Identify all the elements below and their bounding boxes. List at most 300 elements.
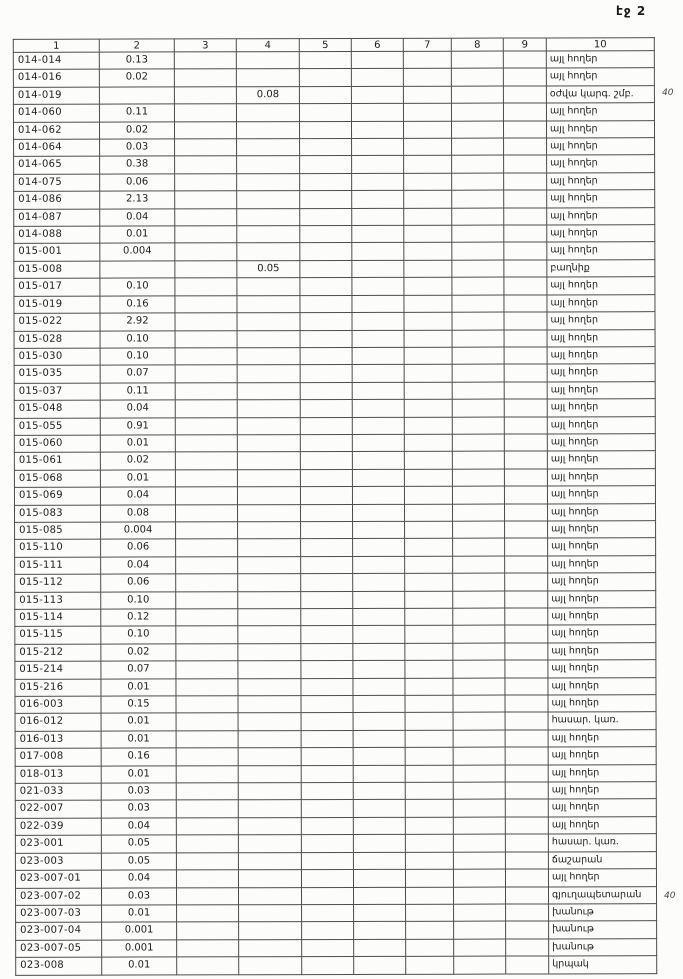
land-use-cell: այլ հողեր [546,51,654,69]
value-cell: 0.04 [101,870,176,888]
table-row [14,399,655,418]
value-cell [405,660,453,678]
value-cell [452,243,504,261]
parcel-code-cell: 014-060 [13,104,99,122]
value-cell [237,226,300,244]
value-cell [351,51,403,69]
table-row [15,747,656,766]
table-row [15,712,656,731]
land-use-cell: այլ հողեր [547,503,655,521]
value-cell [405,573,453,591]
table-row [15,573,656,592]
value-cell [237,487,300,505]
value-cell [504,364,547,382]
value-cell [404,434,452,452]
value-cell [175,330,237,348]
value-cell [238,539,301,557]
value-cell [299,104,351,122]
value-cell [505,869,548,887]
value-cell [452,295,504,313]
value-cell [352,504,404,522]
table-row [15,590,656,609]
parcel-code-cell: 015-114 [15,609,101,627]
value-cell [403,69,451,87]
land-use-cell: այլ հողեր [548,730,656,748]
parcel-code-cell: 015-112 [15,574,101,592]
value-cell [405,521,453,539]
value-cell [352,191,404,209]
value-cell [175,261,237,279]
value-cell [452,260,504,278]
value-cell [176,818,238,836]
value-cell: 0.08 [100,504,175,522]
parcel-code-cell: 014-075 [14,174,100,192]
value-cell [453,678,505,696]
value-cell [454,939,506,957]
value-cell [301,765,353,783]
column-header: 2 [99,39,174,52]
value-cell [453,834,505,852]
value-cell [237,382,300,400]
parcel-code-cell: 023-003 [15,853,101,871]
parcel-code-cell: 015-115 [15,627,101,645]
value-cell [405,852,453,870]
value-cell [453,643,505,661]
value-cell [405,556,453,574]
value-cell [300,191,352,209]
land-use-cell: այլ հողեր [547,242,655,260]
value-cell [301,574,353,592]
parcel-code-cell: 015-216 [15,679,101,697]
value-cell [353,574,405,592]
parcel-code-cell: 015-019 [14,296,100,314]
table-row [13,51,654,70]
value-cell [353,713,405,731]
value-cell [453,556,505,574]
value-cell [405,747,453,765]
value-cell [237,278,300,296]
value-cell [352,260,404,278]
value-cell: 0.13 [99,52,174,70]
parcel-code-cell: 014-062 [13,122,99,140]
value-cell [504,416,547,434]
parcel-code-cell: 014-016 [13,70,99,88]
parcel-code-cell: 015-113 [15,592,101,610]
value-cell [353,608,405,626]
parcel-code-cell: 015-001 [14,244,100,262]
value-cell [453,538,505,556]
table-row [15,851,656,870]
value-cell [301,887,353,905]
value-cell [405,730,453,748]
value-cell: 0.03 [101,887,176,905]
value-cell [453,817,505,835]
value-cell [238,730,301,748]
table-row [14,503,655,522]
land-use-cell: այլ հողեր [548,625,656,643]
margin-note: 40 [664,891,676,901]
page-number-label: էջ 2 [616,4,647,18]
land-use-cell: այլ հողեր [547,468,655,486]
land-use-cell: հասար. կառ. [548,712,656,730]
value-cell [301,870,353,888]
value-cell [175,139,237,157]
value-cell [504,190,547,208]
value-cell [403,86,451,104]
value-cell [404,208,452,226]
table-row [14,242,655,261]
value-cell [353,539,405,557]
column-header: 5 [299,38,351,51]
value-cell [404,295,452,313]
land-use-cell: գյուղապետարան [548,886,656,904]
value-cell [301,643,353,661]
value-cell [404,452,452,470]
parcel-code-cell: 015-060 [14,435,100,453]
value-cell: 0.05 [237,260,300,278]
value-cell [176,661,238,679]
value-cell [301,800,353,818]
value-cell [175,417,237,435]
value-cell [406,956,454,974]
value-cell [505,747,548,765]
value-cell [505,625,548,643]
value-cell [301,661,353,679]
value-cell [177,957,239,975]
value-cell [237,435,300,453]
value-cell [404,277,452,295]
value-cell: 0.10 [101,626,176,644]
value-cell [405,817,453,835]
value-cell [452,225,504,243]
value-cell [404,173,452,191]
value-cell [505,765,548,783]
value-cell [352,399,404,417]
land-use-cell: այլ հողեր [547,294,655,312]
value-cell [177,939,239,957]
value-cell [238,626,301,644]
value-cell [454,956,506,974]
value-cell [301,713,353,731]
value-cell [505,695,548,713]
value-cell [452,469,504,487]
value-cell: 0.04 [100,400,175,418]
table-row [15,555,656,574]
value-cell [452,382,504,400]
parcel-code-cell: 018-013 [15,766,101,784]
value-cell: 0.08 [236,86,299,104]
value-cell [300,260,352,278]
value-cell [300,400,352,418]
value-cell [237,330,300,348]
value-cell: 0.02 [99,122,174,140]
value-cell [301,730,353,748]
column-header: 6 [351,38,403,51]
value-cell [352,434,404,452]
table-row [16,904,657,923]
value-cell [404,156,452,174]
value-cell [238,609,301,627]
value-cell [176,626,238,644]
value-cell [453,712,505,730]
value-cell [236,104,299,122]
value-cell [451,103,503,121]
value-cell: 0.03 [100,139,175,157]
value-cell [175,400,237,418]
value-cell [174,87,236,105]
value-cell [238,817,301,835]
value-cell [451,51,503,69]
value-cell [353,695,405,713]
value-cell [175,191,237,209]
parcel-code-cell: 015-061 [14,452,100,470]
value-cell [238,713,301,731]
value-cell [404,504,452,522]
parcel-code-cell: 023-008 [16,957,102,975]
value-cell [504,486,547,504]
value-cell [300,226,352,244]
value-cell [237,347,300,365]
table-row [14,486,655,505]
parcel-code-cell: 016-013 [15,731,101,749]
value-cell [504,382,547,400]
value-cell [353,591,405,609]
value-cell [453,730,505,748]
value-cell [404,225,452,243]
value-cell [299,51,351,69]
parcel-code-cell: 015-008 [14,261,100,279]
value-cell [504,242,547,260]
value-cell [406,904,454,922]
column-header: 9 [503,38,546,51]
land-use-cell: այլ հողեր [547,364,655,382]
value-cell: 0.001 [102,922,177,940]
value-cell [405,608,453,626]
value-cell [453,887,505,905]
value-cell: 0.004 [100,243,175,261]
value-cell [176,852,238,870]
value-cell [452,364,504,382]
value-cell [176,835,238,853]
land-use-cell: խանութ [549,921,657,939]
value-cell [174,121,236,139]
table-row [14,451,655,470]
value-cell [404,417,452,435]
table-row [15,834,656,853]
value-cell [505,817,548,835]
value-cell: 0.02 [100,452,175,470]
value-cell [175,470,237,488]
land-use-cell: այլ հողեր [547,486,655,504]
value-cell [405,591,453,609]
land-use-cell: այլ հողեր [548,695,656,713]
land-use-cell: այլ հողեր [547,451,655,469]
value-cell [406,939,454,957]
value-cell [177,905,239,923]
value-cell: 0.03 [101,800,176,818]
value-cell [351,121,403,139]
value-cell [238,696,301,714]
value-cell [237,365,300,383]
value-cell: 0.11 [99,104,174,122]
value-cell: 2.92 [100,313,175,331]
value-cell [176,783,238,801]
table-row [13,85,654,104]
parcel-code-cell: 015-048 [14,400,100,418]
value-cell: 0.91 [100,417,175,435]
value-cell [301,783,353,801]
value-cell [504,451,547,469]
value-cell: 0.07 [100,365,175,383]
value-cell [504,173,547,191]
parcel-code-cell: 015-068 [14,470,100,488]
value-cell [505,799,548,817]
parcel-code-cell: 014-088 [14,226,100,244]
value-cell [352,417,404,435]
value-cell [505,712,548,730]
value-cell: 0.02 [101,644,176,662]
value-cell [174,104,236,122]
value-cell [403,121,451,139]
value-cell [354,922,406,940]
land-parcel-table [13,37,657,975]
value-cell [453,573,505,591]
parcel-code-cell: 023-007-05 [16,940,102,958]
value-cell [237,469,300,487]
value-cell [301,521,353,539]
value-cell [504,434,547,452]
value-cell [453,852,505,870]
value-cell [174,52,236,70]
parcel-code-cell: 016-003 [15,696,101,714]
land-use-cell: այլ հողեր [548,782,656,800]
value-cell: 0.04 [101,818,176,836]
value-cell [238,783,301,801]
value-cell [405,643,453,661]
value-cell [504,469,547,487]
table-row [15,886,656,905]
land-parcel-table-container [13,37,657,975]
land-use-cell: այլ հողեր [548,642,656,660]
value-cell [299,69,351,87]
table-row [15,817,656,836]
parcel-code-cell: 014-014 [13,52,99,70]
value-cell [237,504,300,522]
value-cell: 0.01 [101,766,176,784]
value-cell [176,609,238,627]
value-cell [238,522,301,540]
value-cell [405,765,453,783]
table-row [15,521,656,540]
land-use-cell: այլ հողեր [548,573,656,591]
value-cell [174,69,236,87]
value-cell [176,887,238,905]
value-cell [505,730,548,748]
value-cell [452,138,504,156]
value-cell [504,295,547,313]
table-row [15,695,656,714]
value-cell [405,626,453,644]
value-cell [300,382,352,400]
value-cell [405,800,453,818]
table-row [16,938,657,957]
table-row [14,277,655,296]
value-cell [505,678,548,696]
table-row [15,660,656,679]
table-body [13,51,656,975]
value-cell: 2.13 [100,191,175,209]
value-cell [353,730,405,748]
value-cell [452,417,504,435]
value-cell [404,469,452,487]
table-row [14,155,655,174]
value-cell [505,660,548,678]
land-use-cell: այլ հողեր [547,434,655,452]
value-cell [505,591,548,609]
value-cell [175,504,237,522]
value-cell [504,208,547,226]
value-cell [239,922,302,940]
column-header: 1 [13,39,99,52]
value-cell [353,852,405,870]
value-cell [301,852,353,870]
land-use-cell: այլ հողեր [547,173,655,191]
value-cell [300,156,352,174]
land-use-cell: այլ հողեր [547,347,655,365]
value-cell [352,208,404,226]
value-cell [301,591,353,609]
value-cell: 0.04 [101,557,176,575]
value-cell [405,678,453,696]
value-cell [354,904,406,922]
table-row [14,434,655,453]
value-cell [238,574,301,592]
value-cell [300,434,352,452]
value-cell: 0.01 [101,713,176,731]
parcel-code-cell: 023-007-02 [15,888,101,906]
value-cell [237,208,300,226]
value-cell [352,330,404,348]
value-cell [176,539,238,557]
column-header: 3 [174,39,236,52]
column-header: 8 [451,38,503,51]
land-use-cell: այլ հողեր [548,555,656,573]
value-cell [452,451,504,469]
land-use-cell: այլ հողեր [547,329,655,347]
land-use-cell: այլ հողեր [548,590,656,608]
land-use-cell: այլ հողեր [547,416,655,434]
land-use-cell: այլ հողեր [547,312,655,330]
value-cell [236,69,299,87]
value-cell [453,591,505,609]
table-row [15,764,656,783]
value-cell [237,295,300,313]
value-cell [299,121,351,139]
table-row [14,381,655,400]
value-cell [505,886,548,904]
value-cell [237,191,300,209]
value-cell [351,104,403,122]
value-cell [353,678,405,696]
value-cell [175,208,237,226]
value-cell [405,887,453,905]
table-row [13,120,654,139]
land-use-cell: խանութ [549,938,657,956]
value-cell [452,486,504,504]
parcel-code-cell: 014-087 [14,209,100,227]
land-use-cell: օժվա կարգ. շմբ. [546,85,654,103]
land-use-cell: այլ հողեր [547,381,655,399]
